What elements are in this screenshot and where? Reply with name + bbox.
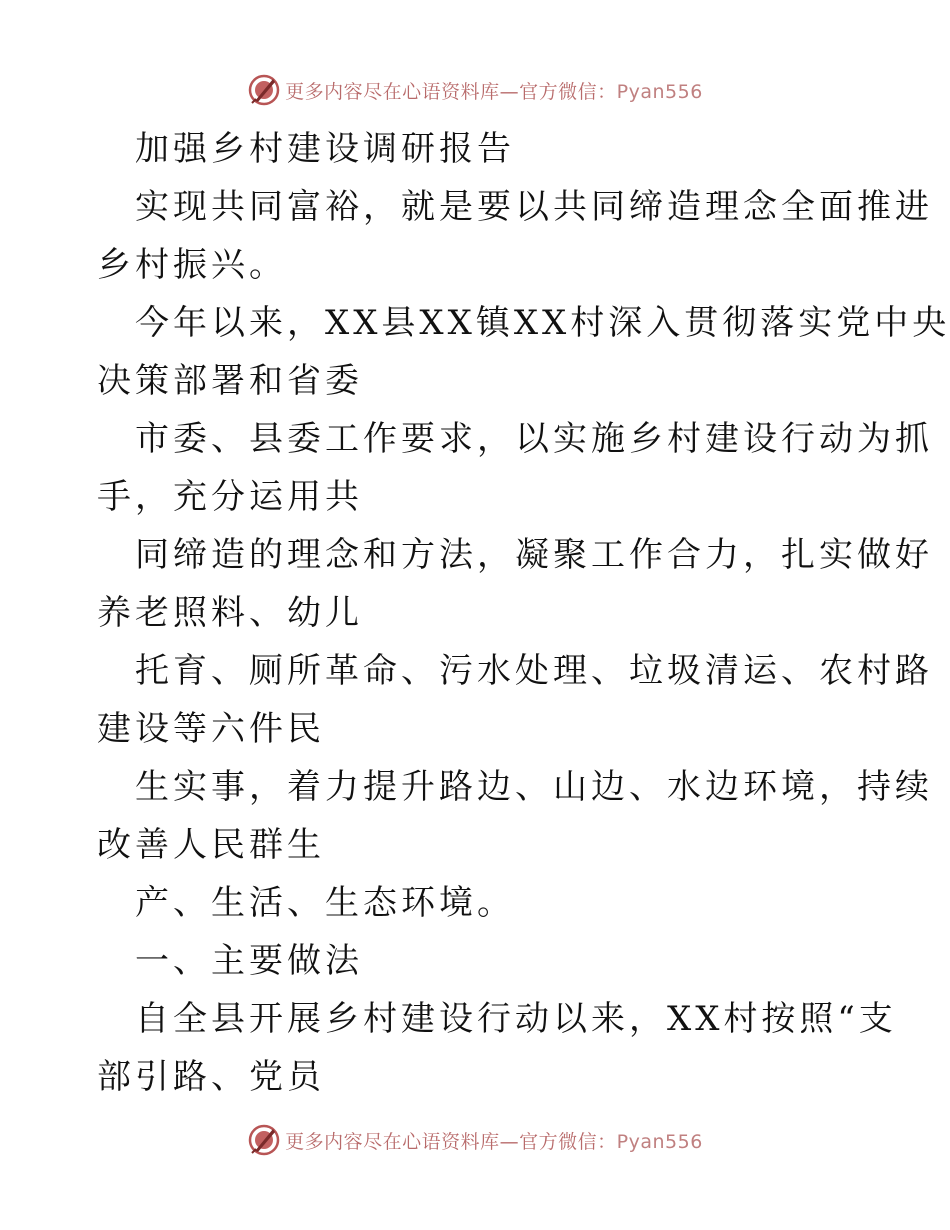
watermark-wechat-id: Pyan556 [616,80,703,103]
document-line: 建设等六件民 [97,709,325,749]
watermark-wechat-id: Pyan556 [616,1130,703,1153]
document-lines [97,178,950,1106]
document-body [97,120,950,1106]
document-line: 同缔造的理念和方法，凝聚工作合力，扎实做好 [135,535,933,575]
watermark-banner-top [0,68,950,112]
document-line: 产、生活、生态环境。 [135,883,515,923]
document-line: 一、主要做法 [135,941,363,981]
document-line: 自全县开展乡村建设行动以来，XX村按照“支 [135,999,897,1039]
document-line: 今年以来，XX县XX镇XX村深入贯彻落实党中央 [135,303,950,343]
document-line: 部引路、党员 [97,1057,325,1097]
watermark-text: 更多内容尽在心语资料库—官方微信： [285,1130,617,1153]
watermark-banner-bottom [0,1118,950,1162]
document-line: 实现共同富裕，就是要以共同缔造理念全面推进 [135,187,933,227]
quill-pen-circle-logo-icon [247,73,281,107]
document-line: 市委、县委工作要求，以实施乡村建设行动为抓 [135,419,933,459]
document-line: 决策部署和省委 [97,361,363,401]
document-line: 手，充分运用共 [97,477,363,517]
document-line: 生实事，着力提升路边、山边、水边环境，持续 [135,767,933,807]
document-line: 托育、厕所革命、污水处理、垃圾清运、农村路 [135,651,933,691]
quill-pen-circle-logo-icon [247,1123,281,1157]
watermark-text: 更多内容尽在心语资料库—官方微信： [285,80,617,103]
document-line: 养老照料、幼儿 [97,593,363,633]
document-title: 加强乡村建设调研报告 [135,129,515,169]
document-line: 乡村振兴。 [97,245,287,285]
document-line: 改善人民群生 [97,825,325,865]
